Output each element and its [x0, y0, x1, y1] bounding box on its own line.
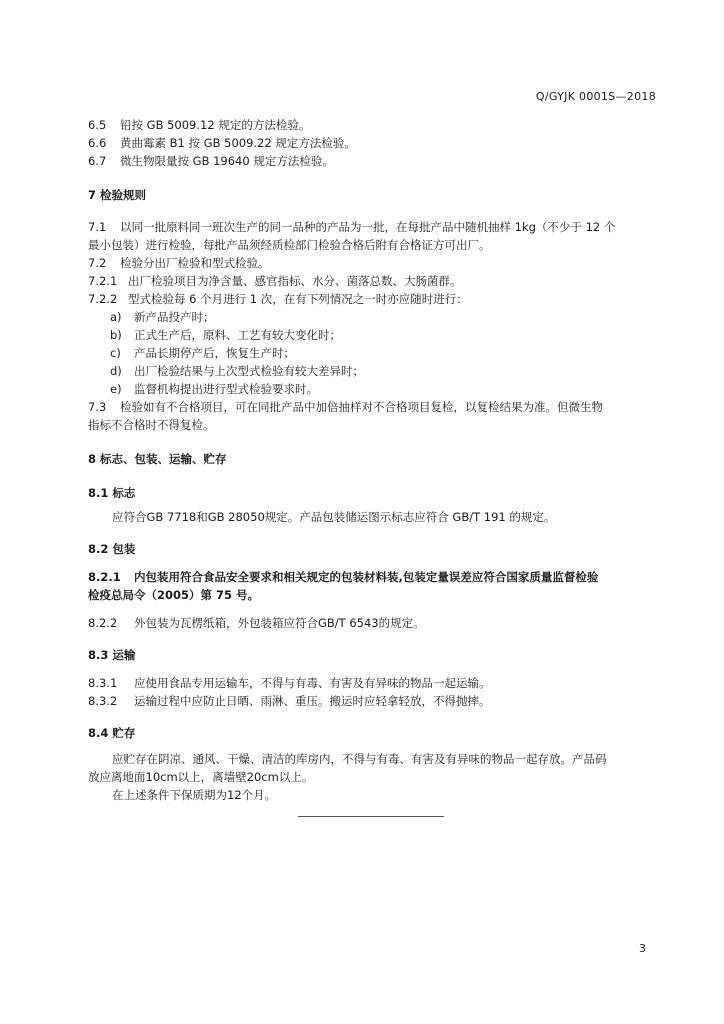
clause-number: 8.2.2	[88, 616, 118, 630]
section-7-heading: 7 检验规则	[88, 188, 147, 202]
clause-8-3-2	[88, 692, 660, 710]
clause-8-4-line3: 在上述条件下保质期为12个月。	[112, 788, 277, 802]
list-item-d	[88, 362, 660, 380]
clause-number: 7.3	[88, 400, 107, 414]
list-marker: d)	[110, 364, 122, 378]
section-8-1-heading: 8.1 标志	[88, 486, 136, 500]
clause-8-2-2	[88, 614, 660, 632]
clause-7-3-line1	[88, 398, 660, 416]
clause-6-7	[88, 152, 660, 170]
clause-6-6	[88, 134, 660, 152]
clause-text: 型式检验每 6 个月进行 1 次，在有下列情况之一时亦应随时进行：	[128, 292, 468, 306]
clause-text: 内包装用符合食品安全要求和相关规定的包装材料装,包装定量误差应符合国家质量监督检验	[134, 570, 599, 584]
list-marker: e)	[110, 382, 122, 396]
clause-number: 8.3.1	[88, 676, 118, 690]
clause-7-2	[88, 254, 660, 272]
list-item-a	[88, 308, 660, 326]
clause-text: 出厂检验项目为净含量、感官指标、水分、菌落总数、大肠菌群。	[128, 274, 462, 288]
list-item-e	[88, 380, 660, 398]
standard-code-header: Q/GYJK 0001S—2018	[535, 90, 656, 103]
list-text: 出厂检验结果与上次型式检验有较大差异时；	[134, 364, 364, 378]
clause-number: 7.2	[88, 256, 107, 270]
clause-7-1-line2: 最小包装）进行检验，每批产品须经质检部门检验合格后附有合格证方可出厂。	[88, 238, 491, 252]
section-8-3-heading: 8.3 运输	[88, 648, 136, 662]
clause-text: 检验如有不合格项目，可在同批产品中加倍抽样对不合格项目复检，以复检结果为准。但微生物	[120, 400, 603, 414]
list-item-c	[88, 344, 660, 362]
list-text: 新产品投产时；	[134, 310, 215, 324]
clause-text: 以同一批原料同一班次生产的同一品种的产品为一批，在每批产品中随机抽样 1kg（不少于 12 个	[120, 220, 616, 234]
clause-number: 8.2.1	[88, 570, 121, 584]
clause-8-4-line1: 应贮存在阴凉、通风、干燥、清洁的库房内，不得与有毒、有害及有异味的物品一起存放。产品码	[112, 752, 607, 766]
clause-8-2-1-line1	[88, 568, 660, 586]
list-text: 正式生产后，原料、工艺有较大变化时；	[134, 328, 341, 342]
clause-number: 6.7	[88, 154, 107, 168]
clause-8-3-1	[88, 674, 660, 692]
section-8-heading: 8 标志、包装、运输、贮存	[88, 452, 227, 466]
clause-number: 6.6	[88, 136, 107, 150]
list-text: 监督机构提出进行型式检验要求时。	[134, 382, 318, 396]
clause-text: 外包装为瓦楞纸箱，外包装箱应符合GB/T 6543的规定。	[134, 616, 425, 630]
clause-number: 7.1	[88, 220, 107, 234]
clause-text: 运输过程中应防止日晒、雨淋、重压。搬运时应轻拿轻放，不得抛摔。	[134, 694, 491, 708]
clause-8-2-1-line2: 检疫总局令（2005）第 75 号。	[88, 588, 260, 602]
list-marker: b)	[110, 328, 122, 342]
clause-text: 检验分出厂检验和型式检验。	[120, 256, 270, 270]
clause-6-5	[88, 116, 660, 134]
clause-number: 7.2.1	[88, 274, 118, 288]
clause-number: 6.5	[88, 118, 107, 132]
page-number: 3	[639, 942, 646, 955]
clause-number: 8.3.2	[88, 694, 118, 708]
section-8-2-heading: 8.2 包装	[88, 542, 136, 556]
clause-text: 应使用食品专用运输车，不得与有毒、有害及有异味的物品一起运输。	[134, 676, 491, 690]
clause-8-4-line2: 放应离地面10cm以上，离墙壁20cm以上。	[88, 770, 314, 784]
clause-text: 铅按 GB 5009.12 规定的方法检验。	[120, 118, 311, 132]
end-divider	[298, 816, 444, 817]
clause-7-2-1	[88, 272, 660, 290]
clause-text: 黄曲霉素 B1 按 GB 5009.22 规定方法检验。	[120, 136, 356, 150]
clause-number: 7.2.2	[88, 292, 118, 306]
section-8-4-heading: 8.4 贮存	[88, 726, 136, 740]
list-marker: c)	[110, 346, 121, 360]
clause-text: 微生物限量按 GB 19640 规定方法检验。	[120, 154, 334, 168]
list-item-b	[88, 326, 660, 344]
clause-7-2-2	[88, 290, 660, 308]
clause-7-1-line1	[88, 218, 660, 236]
clause-7-3-line2: 指标不合格时不得复检。	[88, 418, 215, 432]
clause-8-1-text: 应符合GB 7718和GB 28050规定。产品包装储运图示标志应符合 GB/T 191 的规定。	[112, 510, 556, 524]
list-marker: a)	[110, 310, 122, 324]
page-content	[88, 116, 660, 804]
list-text: 产品长期停产后，恢复生产时；	[134, 346, 295, 360]
